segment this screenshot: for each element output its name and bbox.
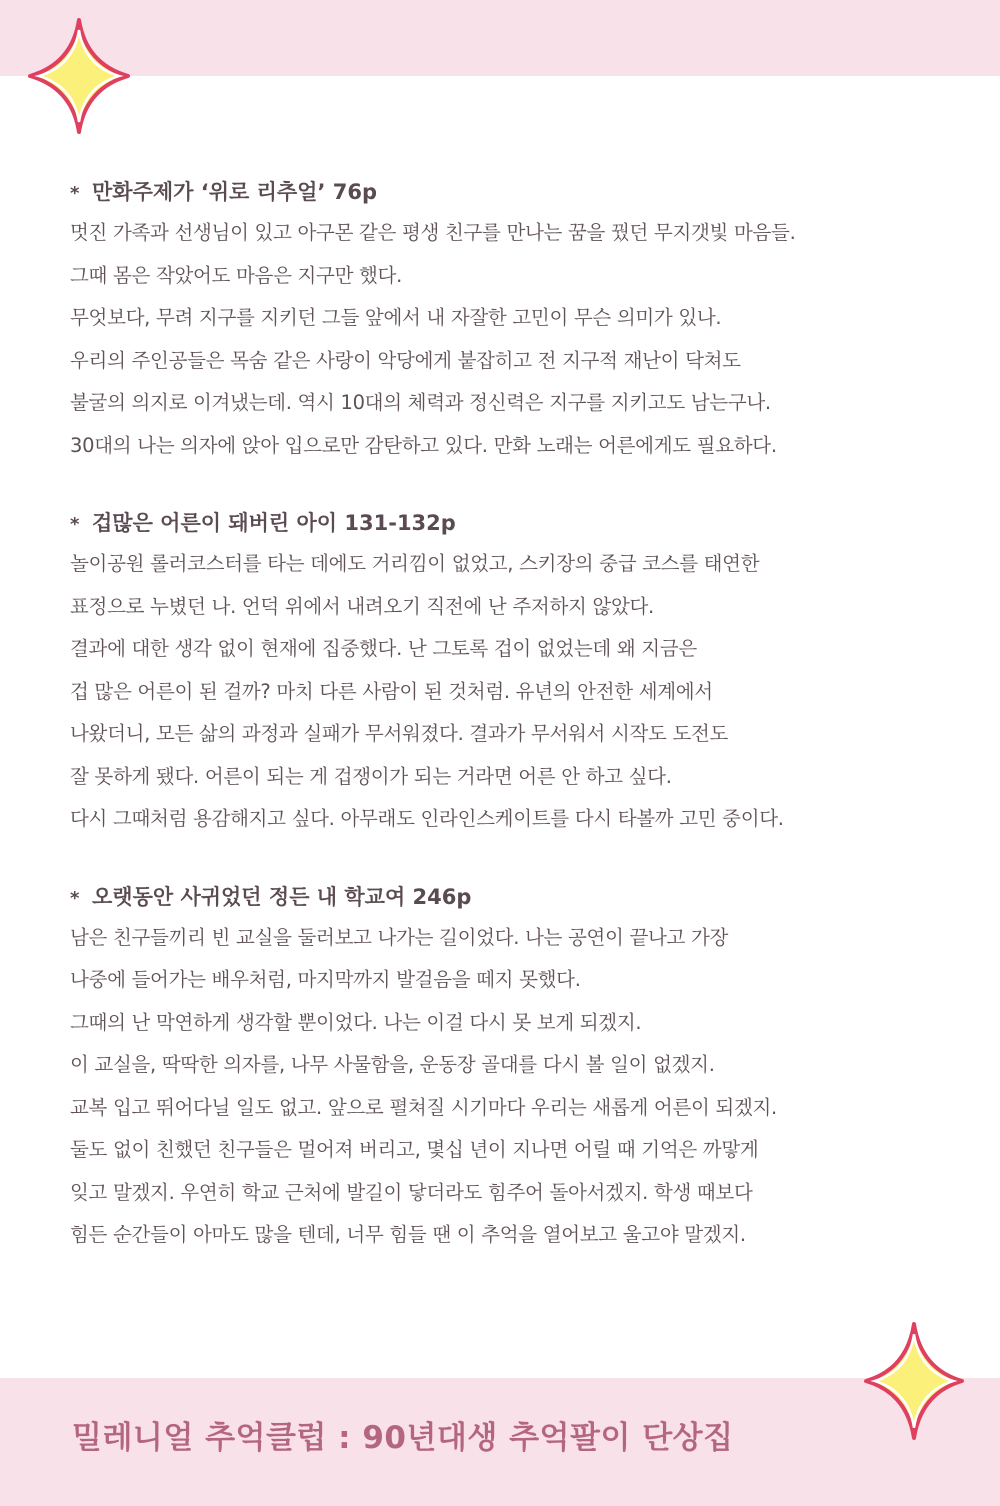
body-line: 남은 친구들끼리 빈 교실을 둘러보고 나가는 길이었다. 나는 공연이 끝나고 가장	[70, 925, 729, 949]
body-line: 그때의 난 막연하게 생각할 뿐이었다. 나는 이걸 다시 못 보게 되겠지.	[70, 1010, 642, 1034]
bullet-asterisk: *	[70, 183, 80, 204]
sparkle-star-icon	[860, 1318, 968, 1444]
body-line: 겁 많은 어른이 된 걸까? 마치 다른 사람이 된 것처럼. 유년의 안전한 세계에서	[70, 679, 713, 703]
body-line: 교복 입고 뛰어다닐 일도 없고. 앞으로 펼쳐질 시기마다 우리는 새롭게 어른이 되겠지.	[70, 1095, 777, 1119]
body-line: 나중에 들어가는 배우처럼, 마지막까지 발걸음을 떼지 못했다.	[70, 968, 581, 991]
body-line: 나왔더니, 모든 삶의 과정과 실패가 무서워졌다. 결과가 무서워서 시작도 도전도	[70, 722, 729, 745]
section-title: 겁많은 어른이 돼버린 아이 131-132p	[92, 511, 456, 535]
body-line: 그때 몸은 작았어도 마음은 지구만 했다.	[70, 263, 402, 287]
body-line: 놀이공원 롤러코스터를 타는 데에도 거리낌이 없었고, 스키장의 중급 코스를 태연한	[70, 552, 760, 575]
body-line: 불굴의 의지로 이겨냈는데. 역시 10대의 체력과 정신력은 지구를 지키고도 남는구나.	[70, 391, 771, 414]
section-heading	[70, 877, 950, 917]
body-line: 무엇보다, 무려 지구를 지키던 그들 앞에서 내 자잘한 고민이 무슨 의미가 있나.	[70, 306, 722, 329]
body-line: 우리의 주인공들은 목숨 같은 사랑이 악당에게 붙잡히고 전 지구적 재난이 닥쳐도	[70, 348, 741, 372]
content	[70, 172, 950, 1293]
body-line: 결과에 대한 생각 없이 현재에 집중했다. 난 그토록 겁이 없었는데 왜 지금은	[70, 637, 697, 660]
section-title: 오랫동안 사귀었던 정든 내 학교여 246p	[92, 884, 472, 909]
sparkle-star-icon	[24, 12, 134, 140]
section-heading	[70, 172, 950, 212]
bullet-asterisk: *	[70, 514, 80, 535]
body-line: 표정으로 누볐던 나. 언덕 위에서 내려오기 직전에 난 주저하지 않았다.	[70, 594, 654, 618]
body-line: 잘 못하게 됐다. 어른이 되는 게 겁쟁이가 되는 거라면 어른 안 하고 싶다.	[70, 764, 672, 788]
top-band	[0, 0, 1000, 76]
section-1	[70, 172, 950, 467]
body-line: 둘도 없이 친했던 친구들은 멀어져 버리고, 몇십 년이 지나면 어릴 때 기억은 까맣게	[70, 1138, 759, 1161]
body-line: 다시 그때처럼 용감해지고 싶다. 아무래도 인라인스케이트를 다시 타볼까 고민 중이다.	[70, 807, 784, 830]
section-heading	[70, 503, 950, 543]
section-2	[70, 503, 950, 841]
body-line: 멋진 가족과 선생님이 있고 아구몬 같은 평생 친구를 만나는 꿈을 꿨던 무지갯빛 마음들.	[70, 221, 796, 244]
footer-title: 밀레니얼 추억클럽 : 90년대생 추억팔이 단상집	[72, 1420, 734, 1456]
section-3	[70, 877, 950, 1257]
section-title: 만화주제가 ‘위로 리추얼’ 76p	[92, 180, 378, 204]
body-line: 힘든 순간들이 아마도 많을 텐데, 너무 힘들 땐 이 추억을 열어보고 울고야 말겠지.	[70, 1223, 746, 1246]
bullet-asterisk: *	[70, 887, 80, 909]
body-line: 이 교실을, 딱딱한 의자를, 나무 사물함을, 운동장 골대를 다시 볼 일이 없겠지.	[70, 1053, 715, 1076]
body-line: 잊고 말겠지. 우연히 학교 근처에 발길이 닿더라도 힘주어 돌아서겠지. 학생 때보다	[70, 1180, 753, 1204]
body-line: 30대의 나는 의자에 앉아 입으로만 감탄하고 있다. 만화 노래는 어른에게도 필요하다.	[70, 433, 777, 457]
